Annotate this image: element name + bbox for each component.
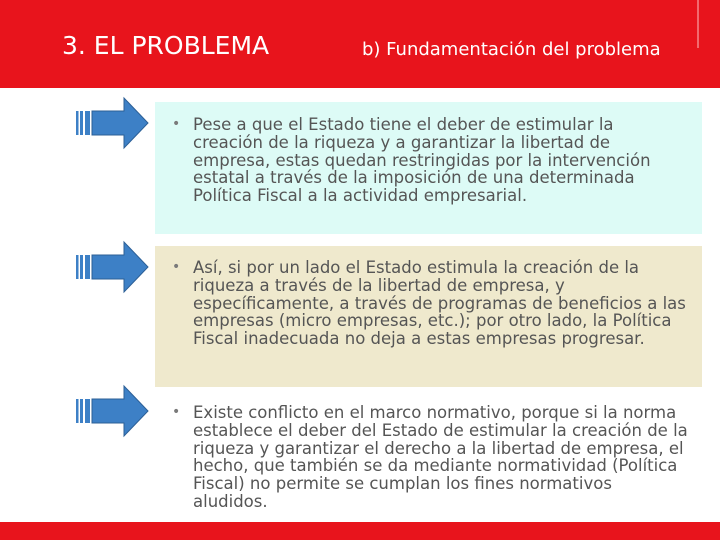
point-text: Así, si por un lado el Estado estimula la creación de la riqueza a través de la libertad de empresa, y específicamente, a través de programas de beneficios a las empresas (micro empresas, etc.); por otro lado, la Política Fiscal inadecuada no deja a estas empresas progresar.	[193, 258, 686, 349]
striped-right-arrow-icon	[74, 240, 150, 294]
bullet-dot-icon: •	[172, 116, 181, 132]
point-text: Pese a que el Estado tiene el deber de estimular la creación de la riqueza y a garantizar la libertad de empresa, estas quedan restringidas por la intervención estatal a través de la imposición de una determinada Política Fiscal a la actividad empresarial.	[193, 115, 651, 206]
bullet-dot-icon: •	[172, 404, 181, 420]
slide-subtitle: b) Fundamentación del problema	[362, 39, 661, 60]
point-box-3	[155, 402, 702, 524]
bullet-item	[169, 116, 688, 205]
header-divider	[697, 0, 699, 48]
slide-title: 3. EL PROBLEMA	[62, 31, 270, 60]
bullet-dot-icon: •	[172, 259, 181, 275]
point-box-2	[155, 246, 702, 387]
striped-right-arrow-icon	[74, 384, 150, 438]
striped-right-arrow-icon	[74, 96, 150, 150]
bullet-item	[169, 404, 688, 511]
slide-header	[0, 0, 720, 88]
slide-footer-bar	[0, 522, 720, 540]
bullet-item	[169, 259, 688, 348]
point-text: Existe conflicto en el marco normativo, porque si la norma establece el deber del Estado de estimular la creación de la riqueza y garantizar el derecho a la libertad de empresa, el hecho, que también se da mediante normatividad (Política Fiscal) no permite se cumplan los fines normativos aludidos.	[193, 403, 688, 511]
point-box-1	[155, 102, 702, 234]
